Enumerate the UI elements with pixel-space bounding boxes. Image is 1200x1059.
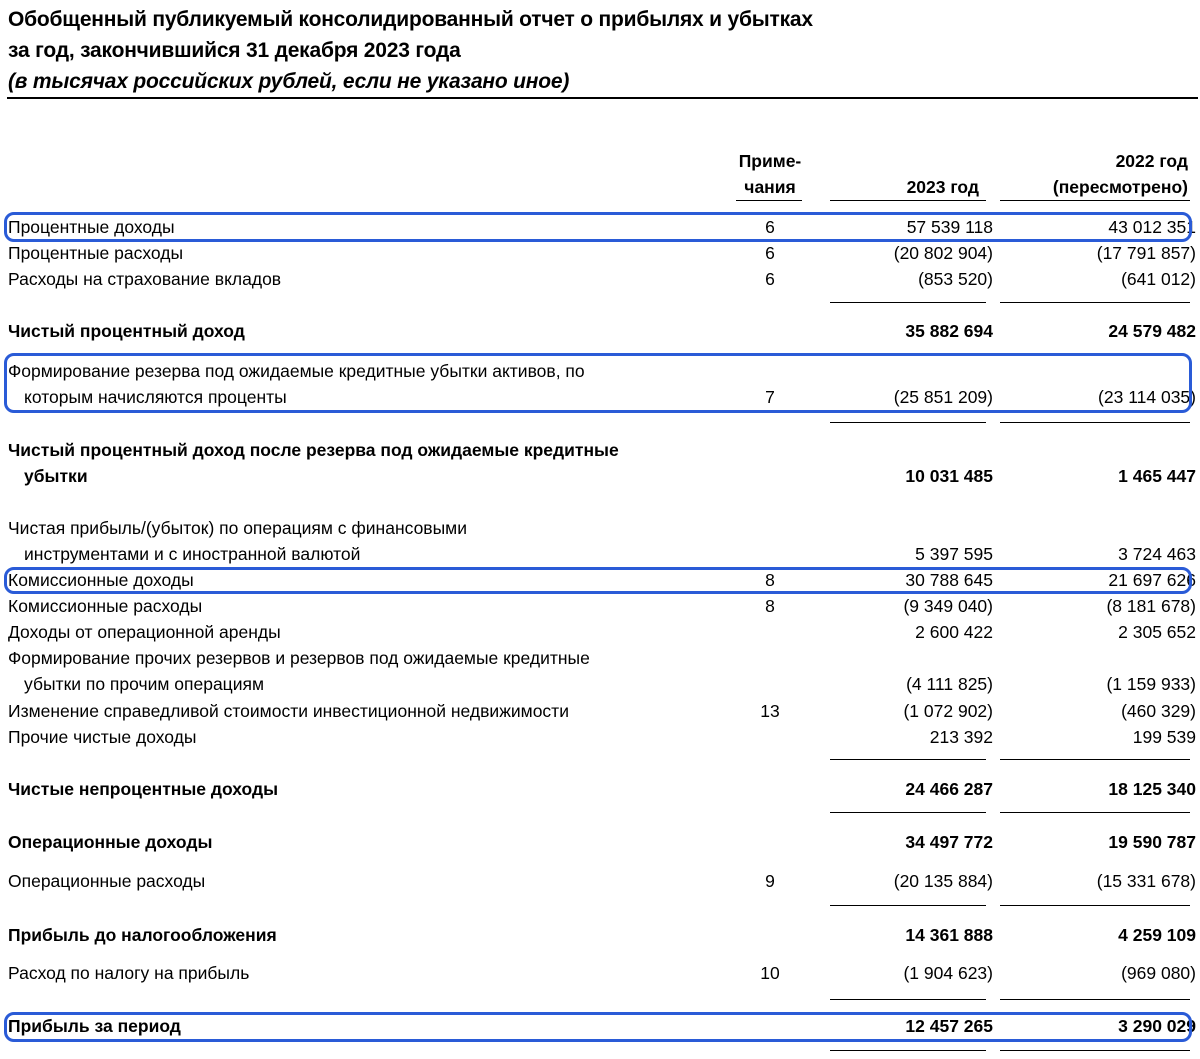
row-value-2023: 57 539 118 — [906, 217, 993, 237]
row-value-2022: (8 181 678) — [1106, 596, 1196, 616]
row-value-2022: 18 125 340 — [1108, 779, 1196, 799]
report-title-line1: Обобщенный публикуемый консолидированный отчет о прибылях и убытках — [8, 8, 813, 31]
column-header-2022-line2: (пересмотрено) — [1052, 177, 1188, 197]
row-label-line1: Формирование резерва под ожидаемые кредитные убытки активов, по — [8, 361, 585, 381]
row-value-2023: 35 882 694 — [905, 321, 993, 341]
column-header-2022 — [1000, 148, 1188, 200]
row-label: Доходы от операционной аренды — [8, 622, 281, 642]
total-rule-2023 — [830, 1050, 986, 1051]
row-value-2023: 2 600 422 — [915, 622, 993, 642]
row-label-line1: Чистый процентный доход после резерва под ожидаемые кредитные — [8, 440, 619, 460]
row-value-2023: 5 397 595 — [915, 544, 993, 564]
row-value-2022: 1 465 447 — [1118, 466, 1196, 486]
table-row-operating-income — [8, 829, 1196, 855]
subtotal-rule-2022 — [1000, 905, 1190, 906]
row-value-2023: 24 466 287 — [905, 779, 993, 799]
table-row-operating-lease-income — [8, 619, 1196, 645]
row-note: 6 — [765, 217, 775, 237]
row-value-2022: 2 305 652 — [1118, 622, 1196, 642]
row-value-2023: (25 851 209) — [893, 387, 993, 407]
2022-header-rule — [1000, 200, 1190, 201]
table-row-interest-income — [8, 214, 1196, 240]
row-label-line2: убытки — [24, 466, 88, 486]
subtotal-rule-2023 — [830, 302, 986, 303]
column-header-notes — [720, 148, 820, 200]
table-row-fee-income — [8, 567, 1196, 593]
row-label-line1: Формирование прочих резервов и резервов под ожидаемые кредитные — [8, 648, 590, 668]
table-row-operating-expense — [8, 868, 1196, 894]
title-divider — [7, 97, 1198, 99]
row-label: Процентные расходы — [8, 243, 184, 263]
row-value-2023: (853 520) — [918, 269, 993, 289]
row-label-line2: инструментами и с иностранной валютой — [24, 544, 361, 564]
subtotal-rule-2023 — [830, 812, 986, 813]
row-label: Операционные доходы — [8, 832, 213, 852]
row-value-2022: (641 012) — [1121, 269, 1196, 289]
row-value-2022: 4 259 109 — [1118, 925, 1196, 945]
column-header-notes-line2: чания — [744, 177, 796, 197]
report-title — [8, 4, 1198, 97]
row-value-2022: 24 579 482 — [1108, 321, 1196, 341]
total-rule-2022 — [1000, 1050, 1190, 1051]
row-label: Чистые непроцентные доходы — [8, 779, 279, 799]
row-label: Изменение справедливой стоимости инвестиционной недвижимости — [8, 701, 569, 721]
table-row-net-interest-after-allowance — [8, 437, 1196, 489]
table-row-profit-for-period — [8, 1013, 1196, 1039]
row-value-2022: (460 329) — [1121, 701, 1196, 721]
row-note: 7 — [765, 387, 775, 407]
table-row-other-net-income — [8, 724, 1196, 750]
2023-header-rule — [830, 200, 986, 201]
table-row-investment-property-change — [8, 698, 1196, 724]
row-label: Прибыль до налогообложения — [8, 925, 277, 945]
row-value-2022: (17 791 857) — [1096, 243, 1196, 263]
row-label-line2: которым начисляются проценты — [24, 387, 287, 407]
row-note: 6 — [765, 269, 775, 289]
row-label — [8, 358, 585, 410]
row-value-2022: 19 590 787 — [1108, 832, 1196, 852]
row-label: Комиссионные расходы — [8, 596, 203, 616]
row-value-2023: 10 031 485 — [905, 466, 993, 486]
row-value-2022: 43 012 351 — [1108, 217, 1196, 237]
table-row-fee-expense — [8, 593, 1196, 619]
row-label: Расход по налогу на прибыль — [8, 963, 250, 983]
table-row-income-tax — [8, 960, 1196, 986]
row-value-2023: (20 802 904) — [893, 243, 993, 263]
table-row-interest-expense — [8, 240, 1196, 266]
row-label: Расходы на страхование вкладов — [8, 269, 282, 289]
row-note: 9 — [765, 871, 775, 891]
row-value-2022: (15 331 678) — [1096, 871, 1196, 891]
notes-header-rule — [736, 200, 802, 201]
row-note: 6 — [765, 243, 775, 263]
row-value-2022: (23 114 035) — [1098, 387, 1196, 407]
subtotal-rule-2023 — [830, 999, 986, 1000]
column-header-2023: 2023 год — [906, 177, 979, 197]
row-value-2023: (1 072 902) — [903, 701, 993, 721]
row-note: 8 — [765, 596, 775, 616]
row-note: 10 — [760, 963, 780, 983]
row-value-2023: 213 392 — [929, 727, 993, 747]
row-value-2023: (4 111 825) — [906, 674, 993, 694]
column-header-2022-line1: 2022 год — [1115, 151, 1188, 171]
row-label: Чистый процентный доход — [8, 321, 245, 341]
row-value-2022: 199 539 — [1132, 727, 1196, 747]
report-units-note: (в тысячах российских рублей, если не указано иное) — [8, 70, 570, 93]
row-value-2023: (20 135 884) — [893, 871, 993, 891]
row-label — [8, 515, 467, 567]
table-row-net-trading-gain — [8, 515, 1196, 567]
row-value-2022: 3 290 029 — [1118, 1016, 1196, 1036]
subtotal-rule-2022 — [1000, 999, 1190, 1000]
row-value-2023: 34 497 772 — [905, 832, 993, 852]
row-value-2023: 12 457 265 — [905, 1016, 993, 1036]
table-row-deposit-insurance — [8, 266, 1196, 292]
subtotal-rule-2022 — [1000, 422, 1190, 423]
row-label: Комиссионные доходы — [8, 570, 194, 590]
row-label: Операционные расходы — [8, 871, 206, 891]
subtotal-rule-2023 — [830, 759, 986, 760]
row-value-2023: (9 349 040) — [903, 596, 993, 616]
table-row-profit-before-tax — [8, 922, 1196, 948]
row-label — [8, 437, 619, 489]
row-value-2023: 30 788 645 — [905, 570, 993, 590]
report-title-line2: за год, закончившийся 31 декабря 2023 года — [8, 39, 461, 62]
row-label-line1: Чистая прибыль/(убыток) по операциям с финансовыми — [8, 518, 467, 538]
row-value-2023: 14 361 888 — [905, 925, 993, 945]
column-header-notes-line1: Приме- — [738, 151, 802, 171]
subtotal-rule-2023 — [830, 422, 986, 423]
row-value-2023: (1 904 623) — [903, 963, 993, 983]
table-row-net-non-interest-income — [8, 776, 1196, 802]
table-row-net-interest-income — [8, 318, 1196, 344]
row-value-2022: (969 080) — [1121, 963, 1196, 983]
row-note: 13 — [760, 701, 780, 721]
row-label: Процентные доходы — [8, 217, 175, 237]
subtotal-rule-2022 — [1000, 759, 1190, 760]
row-label: Прочие чистые доходы — [8, 727, 197, 747]
row-note: 8 — [765, 570, 775, 590]
subtotal-rule-2022 — [1000, 302, 1190, 303]
subtotal-rule-2023 — [830, 905, 986, 906]
row-label: Прибыль за период — [8, 1016, 181, 1036]
row-value-2022: 21 697 626 — [1108, 570, 1196, 590]
row-label-line2: убытки по прочим операциям — [24, 674, 264, 694]
row-value-2022: 3 724 463 — [1118, 544, 1196, 564]
row-label — [8, 645, 590, 697]
subtotal-rule-2022 — [1000, 812, 1190, 813]
table-row-credit-loss-allowance — [8, 358, 1196, 410]
table-row-other-provisions — [8, 645, 1196, 697]
row-value-2022: (1 159 933) — [1106, 674, 1196, 694]
